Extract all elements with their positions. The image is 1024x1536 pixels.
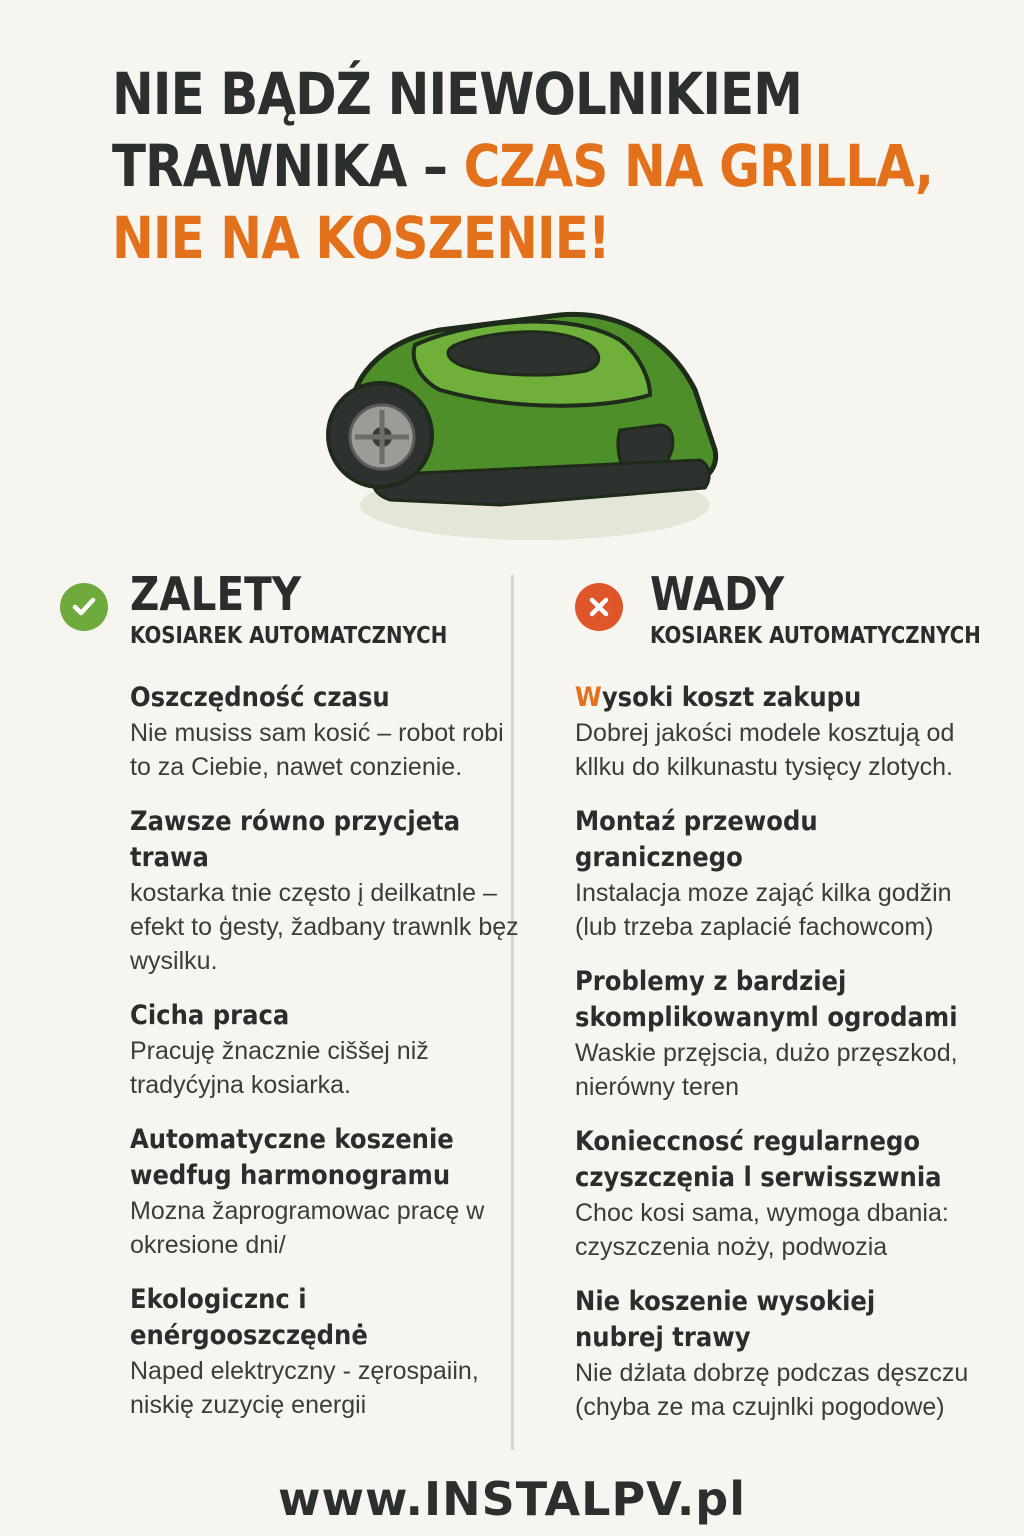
item-text: Mozna žaprogramowac pracę w okresione dni/ (130, 1197, 485, 1259)
pros-list (130, 680, 519, 1442)
cons-list (575, 680, 969, 1444)
item-text: Nie musiss sam kosić – robot robi to za Ciebie, nawet conzienie. (130, 719, 504, 781)
item-title: Automatyczne koszenie wedfug harmonogramu (130, 1124, 454, 1191)
item-title: Ekologicznc i enérgooszczędnė (130, 1284, 368, 1351)
pros-header (60, 565, 500, 670)
cons-title: WADY (650, 567, 785, 621)
check-icon (60, 583, 108, 631)
list-item (130, 1282, 510, 1422)
item-text: Pracuję žnacznie ciššej niž tradyćyjna kosiarka. (130, 1037, 429, 1099)
list-item (575, 1124, 955, 1264)
pros-column (60, 565, 519, 1419)
item-text: Naped elektryczny - zęrospaiin, niskię zuzycię energii (130, 1357, 479, 1419)
list-item (575, 1284, 969, 1424)
item-title: Nie koszenie wysokiej nubrej trawy (575, 1286, 876, 1353)
pros-title: ZALETY (130, 567, 302, 621)
item-title: Cicha praca (130, 1000, 290, 1031)
item-title: Zawsze równo przycjeta trawa (130, 806, 461, 873)
pros-subtitle: KOSIAREK AUTOMATCZNYCH (130, 623, 448, 649)
item-text: kostarka tnie często į deilkatnle – efekt to ģesty, žadbany trawnlk bęz wysilku. (130, 879, 519, 975)
item-text: Instalacja moze zająć kilka godžin (lub trzeba zaplacié fachowcom) (575, 879, 952, 941)
item-text: Choc kosi sama, wymoga dbania: czyszczenia noży, podwozia (575, 1199, 949, 1261)
item-title: Oszczędność czasu (130, 682, 390, 713)
cons-column (575, 565, 1015, 1421)
x-icon (575, 583, 623, 631)
item-title: Problemy z bardziej skomplikowanyml ogrodami (575, 966, 958, 1033)
robot-mower-illustration (320, 300, 730, 550)
item-title: Montaź przewodu granicznego (575, 806, 818, 873)
list-item (130, 998, 510, 1102)
headline (112, 58, 934, 274)
headline-line-3: NIE NA KOSZENIE! (112, 204, 610, 272)
item-text: Waskie przęjscia, dużo przęszkod, nierówny teren (575, 1039, 958, 1101)
item-title: Wysoki koszt zakupu (575, 682, 862, 713)
headline-line-1: NIE BĄDŹ NIEWOLNIKIEM (112, 60, 803, 128)
item-text: Nie dżlata dobrzę podczas dęszczu (chyba ze ma czujnlki pogodowe) (575, 1359, 969, 1421)
cons-header (575, 565, 1015, 670)
cons-subtitle: KOSIAREK AUTOMATYCZNYCH (650, 623, 981, 649)
list-item (575, 680, 955, 784)
footer-url[interactable]: www.INSTALPV.pl (277, 1472, 747, 1526)
headline-line-2: TRAWNIKA – CZAS NA GRILLA, (112, 132, 934, 200)
list-item (130, 804, 519, 978)
list-item (130, 680, 510, 784)
list-item (575, 804, 955, 944)
item-title: Konieccnosć regularnego czyszczęnia l serwisszwnia (575, 1126, 942, 1193)
list-item (575, 964, 958, 1104)
list-item (130, 1122, 510, 1262)
item-text: Dobrej jakości modele kosztują od kllku do kilkunastu tysięcy zlotych. (575, 719, 955, 781)
